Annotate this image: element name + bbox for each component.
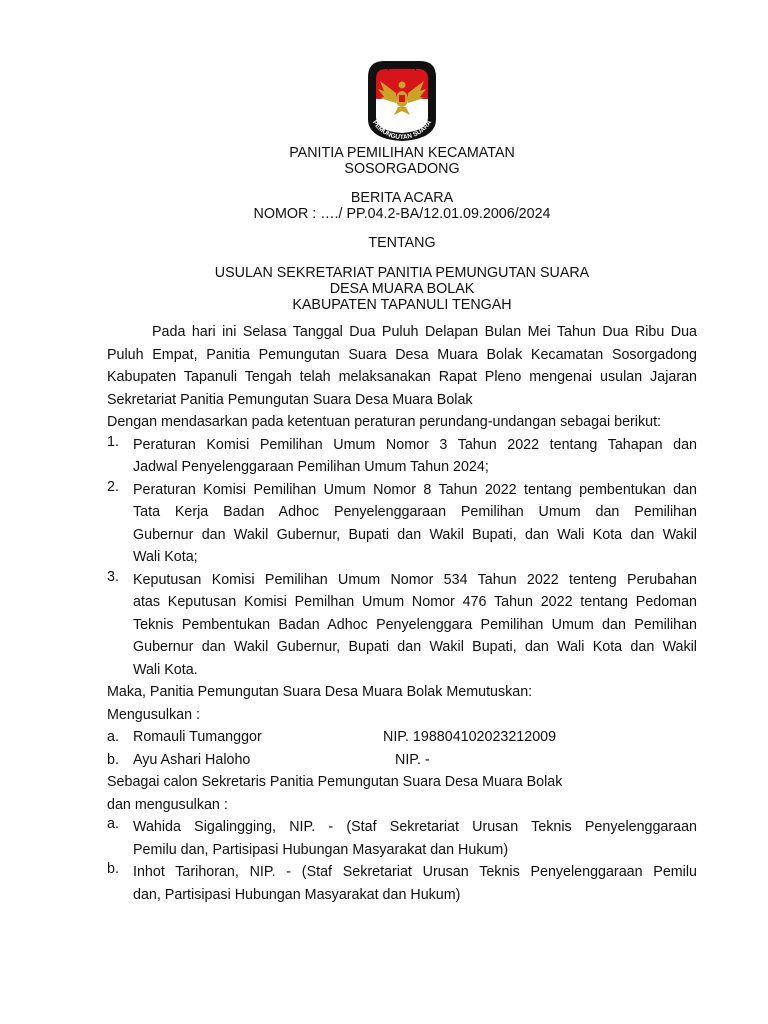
candidate-row: [107, 749, 697, 772]
panitia-pemungutan-suara-logo: [362, 57, 442, 143]
document-body: [107, 321, 697, 906]
org-name-line1: PANITIA PEMILIHAN KECAMATAN: [289, 145, 515, 161]
candidate-letter: b.: [107, 751, 119, 768]
list-item-letter: a.: [107, 816, 119, 832]
logo-top-text: PANITIA: [384, 59, 420, 73]
list-item-number: 3.: [107, 568, 119, 585]
decision-statement: Maka, Panitia Pemungutan Suara Desa Muara Bolak Memutuskan:: [107, 684, 533, 700]
propose-label: Mengusulkan :: [107, 706, 200, 723]
candidate-role: Sebagai calon Sekretaris Panitia Pemungutan Suara Desa Muara Bolak: [107, 774, 563, 790]
list-item-letter: b.: [107, 861, 119, 877]
document-type: BERITA ACARA: [350, 190, 454, 206]
list-item-line: Peraturan Komisi Pemilihan Umum Nomor 3 Tahun 2022 tentang Tahapan dan: [133, 436, 697, 453]
list-item: [107, 479, 697, 569]
opening-line: Pada hari ini Selasa Tanggal Dua Puluh Delapan Bulan Mei Tahun Dua Ribu Dua: [152, 324, 697, 340]
list-item: [107, 434, 697, 479]
list-item: [107, 816, 697, 861]
list-item-line: Wali Kota.: [133, 661, 198, 678]
about-heading: TENTANG: [368, 235, 436, 251]
candidate-name: Ayu Ashari Haloho: [133, 751, 251, 768]
list-item-line: Wali Kota;: [133, 549, 198, 565]
subject-line1: USULAN SEKRETARIAT PANITIA PEMUNGUTAN SUARA: [214, 265, 590, 281]
opening-paragraph: [107, 321, 697, 411]
list-item-line: Peraturan Komisi Pemilihan Umum Nomor 8 Tahun 2022 tentang pembentukan dan: [133, 481, 697, 498]
candidate-letter: a.: [107, 729, 119, 745]
list-item-line: Wahida Sigalingging, NIP. - (Staf Sekretariat Urusan Teknis Penyelenggaraan: [133, 819, 697, 835]
candidate-nip: NIP. 198804102023212009: [383, 729, 557, 745]
candidate-name: Romauli Tumanggor: [133, 729, 262, 745]
basis-intro: Dengan mendasarkan pada ketentuan peraturan perundang-undangan sebagai berikut:: [107, 414, 662, 430]
subject-block: [0, 265, 768, 313]
candidate-list: [107, 726, 697, 771]
opening-line: Kabupaten Tapanuli Tengah telah melaksanakan Rapat Pleno mengenai usulan Jajaran: [107, 369, 697, 385]
list-item-line: Gubernur dan Wakil Gubernur, Bupati dan Wakil Bupati, dan Wali Kota dan Wakil: [133, 639, 697, 655]
list-item-line: Tata Kerja Badan Adhoc Penyelenggaraan Pemilihan Umum dan Pemilihan: [133, 504, 697, 520]
candidate-nip: NIP. -: [395, 751, 430, 768]
list-item-line: Keputusan Komisi Pemilihan Umum Nomor 534 Tahun 2022 tenteng Perubahan: [133, 571, 697, 588]
opening-line: Puluh Empat, Panitia Pemungutan Suara Desa Muara Bolak Kecamatan Sosorgadong: [107, 346, 697, 363]
candidate-row: [107, 726, 697, 749]
organization-header: [0, 145, 768, 177]
list-item-line: Jadwal Penyelenggaraan Pemilihan Umum Tahun 2024;: [133, 459, 489, 475]
list-item-line: Inhot Tarihoran, NIP. - (Staf Sekretariat Urusan Teknis Penyelenggaraan Pemilu: [133, 864, 697, 880]
document-number: NOMOR : …./ PP.04.2-BA/12.01.09.2006/2024: [253, 206, 551, 222]
opening-line: Sekretariat Panitia Pemungutan Suara Desa Muara Bolak: [107, 391, 473, 408]
subject-line3: KABUPATEN TAPANULI TENGAH: [292, 297, 512, 313]
subject-line2: DESA MUARA BOLAK: [329, 281, 475, 297]
staff-list: [107, 816, 697, 906]
document-title-block: [0, 190, 768, 222]
list-item-line: dan, Partisipasi Hubungan Masyarakat dan Hukum): [133, 886, 461, 903]
regulations-list: [107, 434, 697, 682]
list-item: [107, 861, 697, 906]
list-item-line: Gubernur dan Wakil Gubernur, Bupati dan Wakil Bupati, dan Wali Kota dan Wakil: [133, 526, 697, 543]
list-item-line: Teknis Pembentukan Badan Adhoc Penyelenggara Pemilihan Umum dan Pemilihan: [133, 616, 697, 633]
logo-bottom-text: PEMUNGUTAN SUARA: [370, 119, 434, 142]
list-item-line: Pemilu dan, Partisipasi Hubungan Masyarakat dan Hukum): [133, 841, 509, 858]
also-propose-label: dan mengusulkan :: [107, 796, 228, 813]
org-name-line2: SOSORGADONG: [344, 161, 460, 177]
list-item-number: 2.: [107, 478, 119, 495]
list-item-number: 1.: [107, 433, 119, 450]
list-item: [107, 569, 697, 682]
list-item-line: atas Keputusan Komisi Pemilhan Umum Nomor 476 Tahun 2022 tentang Pedoman: [133, 594, 697, 610]
